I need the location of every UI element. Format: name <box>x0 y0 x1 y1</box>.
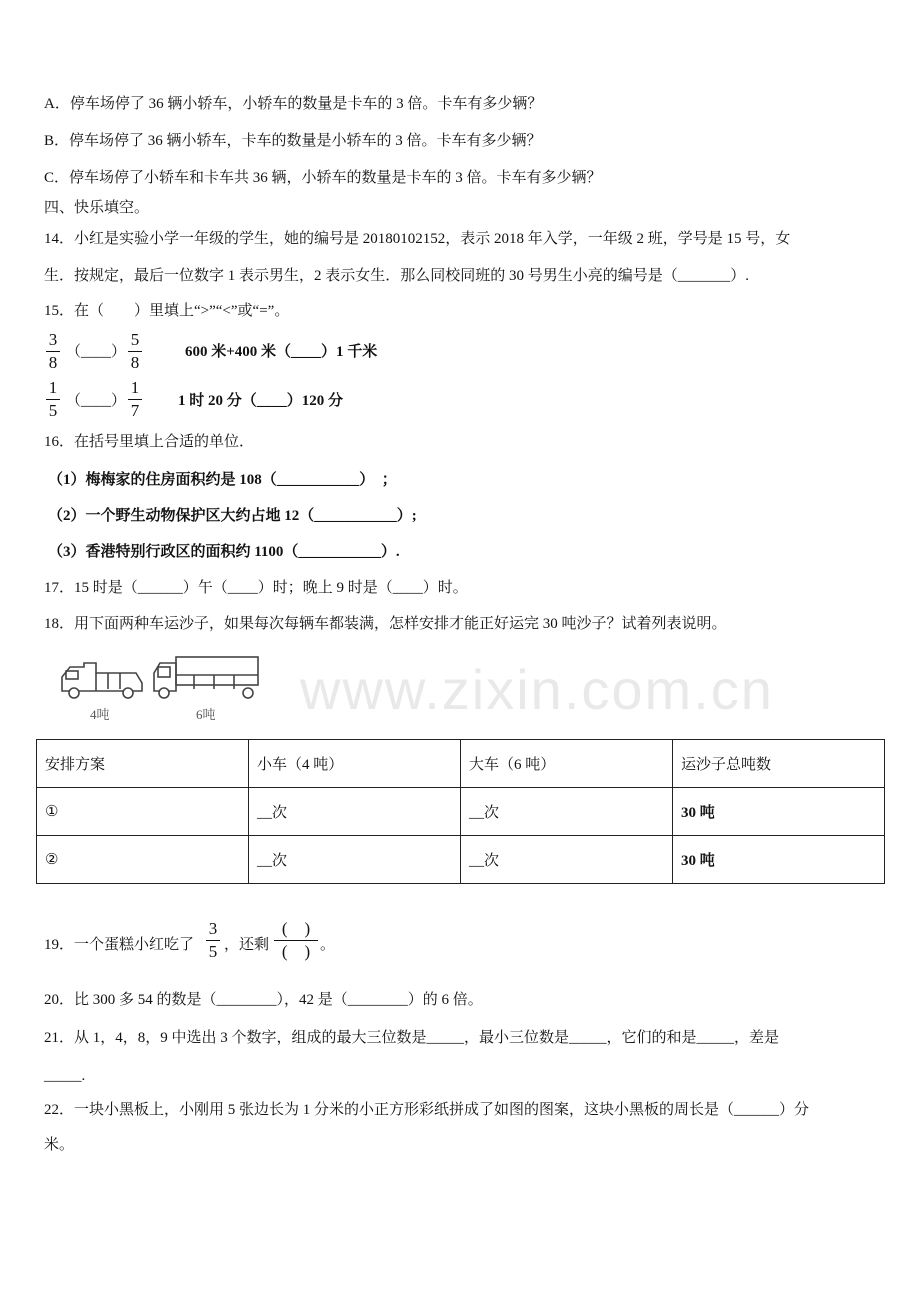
big-truck-label: 6吨 <box>196 707 216 722</box>
header-cell: 安排方案 <box>37 740 249 788</box>
arrangement-table <box>36 739 885 884</box>
q15-blank-2[interactable]: （____） <box>66 393 127 409</box>
table-header-row <box>37 740 885 788</box>
q15-row1-right: 600 米+400 米（____）1 千米 <box>185 344 378 360</box>
table-cell: ① <box>37 788 249 836</box>
denominator: 7 <box>130 401 140 420</box>
fraction-3-5 <box>206 919 220 962</box>
header-cell: 运沙子总吨数 <box>673 740 885 788</box>
numerator-blank[interactable]: ( ) <box>281 919 311 938</box>
answer-fraction[interactable] <box>274 919 318 962</box>
q19-text-3: 。 <box>320 937 336 953</box>
q21-line1: 21．从 1，4，8，9 中选出 3 个数字，组成的最大三位数是_____，最小三位数是_____，它们的和是_____，差是 <box>44 1030 780 1046</box>
q15-row2-right: 1 时 20 分（____）120 分 <box>178 393 344 409</box>
fraction-1-7 <box>128 378 142 421</box>
watermark: www.zixin.com.cn <box>300 658 774 721</box>
q15-blank-1[interactable]: （____） <box>66 344 127 360</box>
q14-line1: 14．小红是实验小学一年级的学生，她的编号是 20180102152，表示 2018 年入学，一年级 2 班，学号是 15 号，女 <box>44 231 791 247</box>
denominator: 8 <box>48 353 58 372</box>
q19-text: 19．一个蛋糕小红吃了 <box>44 937 195 953</box>
fraction-3-8 <box>46 330 60 373</box>
numerator: 1 <box>130 378 140 397</box>
q16-1: （1）梅梅家的住房面积约是 108（___________） ； <box>48 472 397 488</box>
q20: 20．比 300 多 54 的数是（________），42 是（________）的 6 倍。 <box>44 992 483 1008</box>
trucks-illustration <box>58 655 268 705</box>
table-cell[interactable]: __次 <box>460 788 672 836</box>
q15: 15．在（ ）里填上“>”“<”或“=”。 <box>44 303 290 319</box>
denominator: 8 <box>130 353 140 372</box>
big-truck-icon <box>154 657 258 698</box>
small-truck-icon <box>62 663 142 698</box>
q16: 16．在括号里填上合适的单位． <box>44 434 255 450</box>
option-a: A．停车场停了 36 辆小轿车，小轿车的数量是卡车的 3 倍。卡车有多少辆？ <box>44 96 543 112</box>
table-cell: 30 吨 <box>673 836 885 884</box>
q18: 18．用下面两种车运沙子，如果每次每辆车都装满，怎样安排才能正好运完 30 吨沙子？试着列表说明。 <box>44 616 727 632</box>
numerator: 5 <box>130 330 140 349</box>
numerator: 1 <box>48 378 58 397</box>
q22-line2: 米。 <box>44 1137 75 1153</box>
section-heading: 四、快乐填空。 <box>44 200 150 216</box>
fraction-5-8 <box>128 330 142 373</box>
option-b: B．停车场停了 36 辆小轿车，卡车的数量是小轿车的 3 倍。卡车有多少辆？ <box>44 133 542 149</box>
table-cell[interactable]: __次 <box>248 788 460 836</box>
table-cell[interactable]: __次 <box>460 836 672 884</box>
q16-3: （3）香港特别行政区的面积约 1100（___________）. <box>48 544 400 560</box>
q22-line1: 22．一块小黑板上，小刚用 5 张边长为 1 分米的小正方形彩纸拼成了如图的图案，这块小黑板的周长是（______）分 <box>44 1102 810 1118</box>
denominator: 5 <box>48 401 58 420</box>
header-cell: 小车（4 吨） <box>248 740 460 788</box>
denominator: 5 <box>208 942 218 961</box>
q21-line2: _____. <box>44 1068 86 1084</box>
small-truck-label: 4吨 <box>90 707 110 722</box>
header-cell: 大车（6 吨） <box>460 740 672 788</box>
q14-line2: 生．按规定，最后一位数字 1 表示男生，2 表示女生．那么同校同班的 30 号男生小亮的编号是（_______）. <box>44 268 750 284</box>
table-row <box>37 788 885 836</box>
fraction-1-5 <box>46 378 60 421</box>
q16-2: （2）一个野生动物保护区大约占地 12（___________）; <box>48 508 417 524</box>
q17: 17．15 时是（______）午（____）时；晚上 9 时是（____）时。 <box>44 580 468 596</box>
denominator-blank[interactable]: ( ) <box>281 942 311 961</box>
table-cell: 30 吨 <box>673 788 885 836</box>
table-row <box>37 836 885 884</box>
table-cell[interactable]: __次 <box>248 836 460 884</box>
option-c: C．停车场停了小轿车和卡车共 36 辆，小轿车的数量是卡车的 3 倍。卡车有多少辆？ <box>44 170 602 186</box>
table-cell: ② <box>37 836 249 884</box>
numerator: 3 <box>48 330 58 349</box>
numerator: 3 <box>208 919 218 938</box>
q19-text-2: ，还剩 <box>224 937 270 953</box>
